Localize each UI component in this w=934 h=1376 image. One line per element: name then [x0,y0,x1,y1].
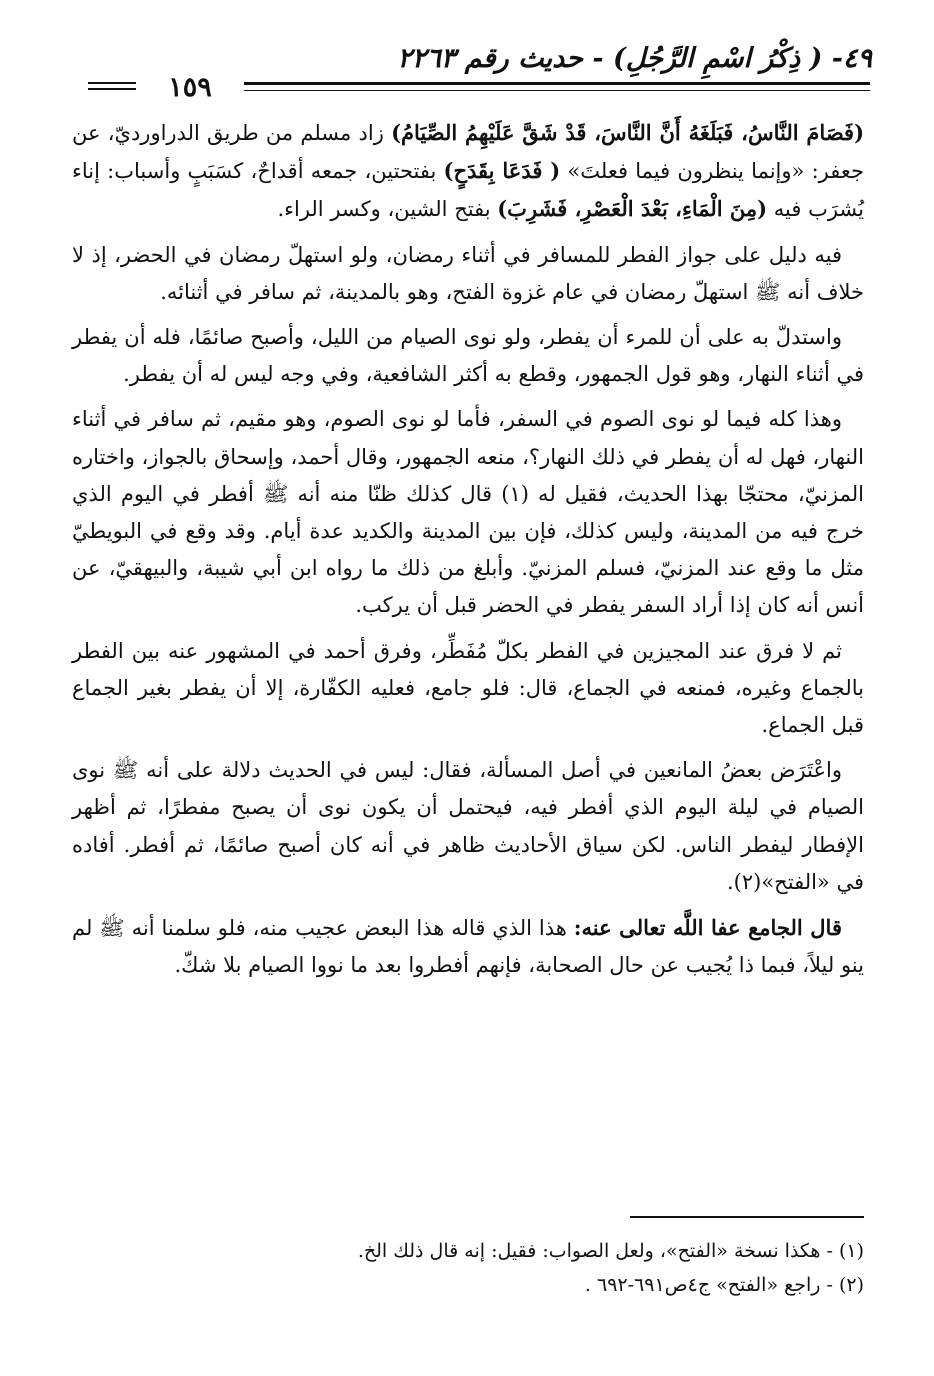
commentary-text: بفتح الشين، وكسر الراء. [277,197,498,222]
paragraph-5: ثم لا فرق عند المجيزين في الفطر بكلّ مُفَطِّر، وفرق أحمد في المشهور عنه بين الفطر بالجماع وغيره، فمنعه في الجماع، قال: فلو جامع، فعليه الكفّارة، إلا أن يفطر بغير الجماع قبل الجماع. [72,638,864,738]
hadith-quote: (مِنَ الْمَاءِ، بَعْدَ الْعَصْرِ، فَشَرِبَ) [497,196,768,222]
commentary-text: بفتحتين، جمعه أقداحٌ، كسَبَبٍ وأسباب: إناء يُشرَب فيه [72,159,864,222]
footnote-1: (١) - هكذا نسخة «الفتح»، ولعل الصواب: فقيل: إنه قال ذلك الخ. [357,1240,864,1262]
commentary-text: زاد مسلم من طريق الدراورديّ، عن جعفر: «وإنما ينظرون فيما فعلتَ» [72,121,865,184]
author-remark-lead: قال الجامع عفا اللَّه تعالى عنه: [573,915,842,941]
page-number: ١٥٩ [168,72,212,103]
paragraph-4: وهذا كله فيما لو نوى الصوم في السفر، فأما لو نوى الصوم، وهو مقيم، ثم سافر في أثناء النهار، فهل له أن يفطر في ذلك النهار؟، منعه الجمهور، وقال أحمد، وإسحاق بالجواز، واختاره المزنيّ، محتجّا بهذا الحديث، فقيل له (١) قال كذلك ظنّا منه أنه ﷺ أفطر في اليوم الذي خرج فيه من المدينة، وليس كذلك، فإن بين المدينة والكديد عدة أيام. وقد وقع في البويطيّ مثل ما وقع عند المزنيّ، فسلم المزنيّ. وأبلغ من ذلك ما رواه ابن أبي شيبة، والبيهقيّ، عن أنس أنه كان إذا أراد السفر يفطر في الحضر قبل أن يركب. [72,407,864,618]
footnote-2: (٢) - راجع «الفتح» ج٤ص٦٩١-٦٩٢ . [584,1274,864,1296]
header-left-rules [88,82,136,94]
header-left-rule [88,88,136,90]
header-rule-thin [244,90,870,91]
footnote-rule [630,1216,864,1218]
main-text [72,114,864,992]
header-left-rule [88,82,136,84]
paragraph-3: واستدلّ به على أن للمرء أن يفطر، ولو نوى الصيام من الليل، وأصبح صائمًا، فله أن يفطر في أثناء النهار، وهو قول الجمهور، وقطع به أكثر الشافعية، وفي وجه ليس له أن يفطر. [72,325,864,387]
paragraph-1 [72,114,864,229]
hadith-quote: (فَصَامَ النَّاسُ، فَبَلَغَهُ أَنَّ النَّاسَ، قَدْ شَقَّ عَلَيْهِمُ الصِّيَامُ) [391,120,865,145]
footnotes [72,1234,864,1302]
header-rule [244,82,870,85]
paragraph-2: فيه دليل على جواز الفطر للمسافر في أثناء رمضان، ولو استهلّ رمضان في الحضر، إذ لا خلاف أنه ﷺ استهلّ رمضان في عام غزوة الفتح، وهو بالمدينة، ثم سافر في أثنائه. [72,242,864,304]
hadith-quote: ( فَدَعَا بِقَدَحٍ) [443,158,561,184]
author-remark-text: هذا الذي قاله هذا البعض عجيب منه، فلو سلمنا أنه ﷺ لم ينو ليلاً، فبما ذا يُجيب عن حال الصحابة، فإنهم أفطروا بعد ما نووا الصيام بلا شكّ. [72,916,864,978]
running-header-title: ٤٩- ( ذِكْرُ اسْمِ الرَّجُلِ) - حديث رقم ٢٢٦٣ [397,43,872,74]
paragraph-6: واعْتَرَض بعضُ المانعين في أصل المسألة، فقال: ليس في الحديث دلالة على أنه ﷺ نوى الصيام في ليلة اليوم الذي أفطر فيه، فيحتمل أن يكون نوى أن يصبح مفطرًا، ثم أظهر الإفطار ليفطر الناس. لكن سياق الأحاديث ظاهر في أنه كان أصبح صائمًا، ثم أفطر. أفاده في «الفتح»(٢). [72,758,864,894]
paragraph-7 [72,909,864,984]
